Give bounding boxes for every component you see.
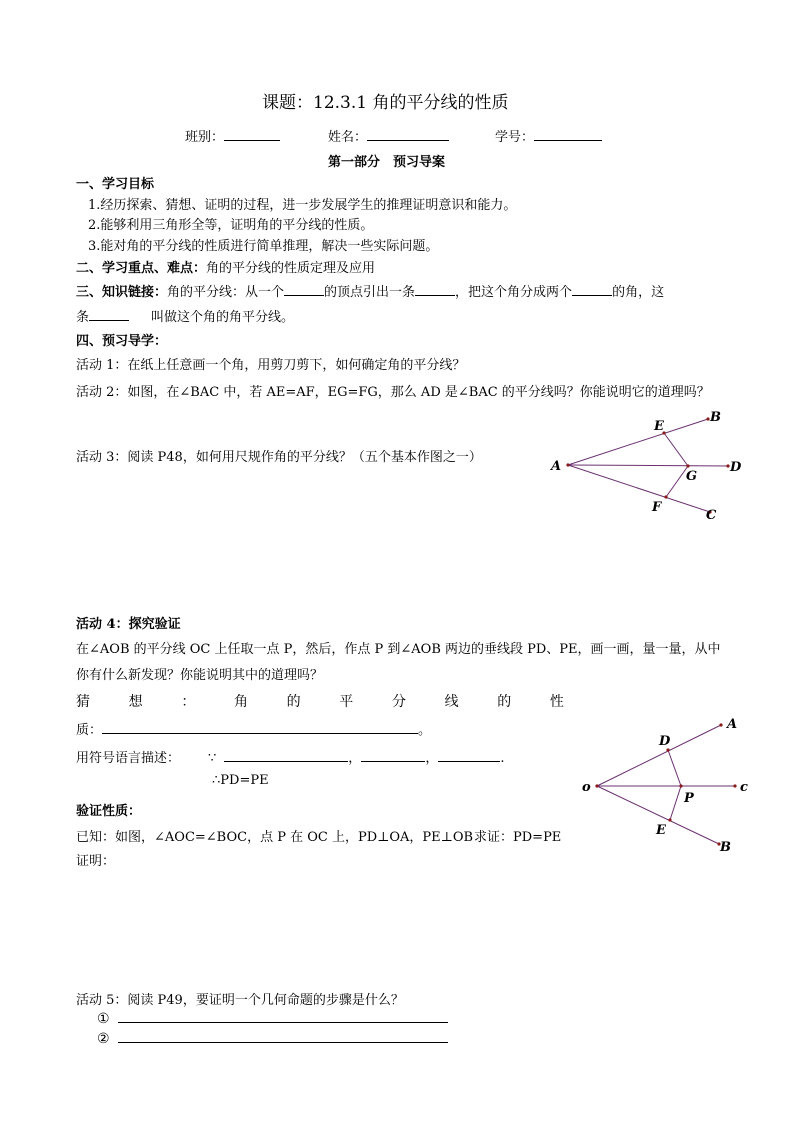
kl-text-5: 条 — [76, 310, 90, 325]
guess-char: 的 — [497, 694, 512, 710]
student-id-field — [495, 126, 602, 145]
kl-text-1: 角的平分线：从一个 — [167, 285, 285, 300]
guess-line-2 — [76, 719, 431, 738]
section3-heading: 三、知识链接： — [76, 285, 168, 300]
point-o — [595, 784, 598, 787]
student-id-label: 学号： — [495, 130, 535, 145]
class-blank[interactable] — [224, 128, 280, 141]
proof-label: 证明： — [76, 854, 116, 869]
comma: ， — [425, 751, 439, 766]
label-c: c — [740, 780, 748, 795]
kl-text-3: ，把这个角分成两个 — [455, 285, 573, 300]
condition-blank-3[interactable] — [438, 749, 500, 762]
guess-char: 想 — [128, 694, 143, 710]
point-g — [686, 464, 689, 467]
symbol-label: 用符号语言描述： — [76, 751, 181, 766]
given-statement: 已知：如图，∠AOC=∠BOC，点 P 在 OC 上，PD⊥OA，PE⊥OB — [76, 830, 474, 845]
name-field — [328, 126, 449, 145]
label-p: P — [684, 791, 694, 806]
step-1-number: ① — [97, 1011, 110, 1027]
step-1 — [97, 1010, 448, 1027]
section4-heading: 四、预习导学： — [76, 334, 168, 349]
figure-angle-bisector-bac — [540, 400, 740, 525]
step-2-blank[interactable] — [118, 1030, 448, 1043]
point-e — [668, 818, 671, 821]
label-a: A — [727, 717, 738, 732]
point-a — [719, 723, 722, 726]
label-b: B — [720, 840, 731, 855]
activity-5: 活动 5：阅读 P49，要证明一个几何命题的步骤是什么？ — [76, 993, 404, 1008]
name-label: 姓名： — [328, 130, 368, 145]
student-id-blank[interactable] — [534, 128, 602, 141]
step-1-blank[interactable] — [118, 1010, 448, 1023]
kl-blank-3[interactable] — [572, 283, 612, 296]
goal-item-2: 2.能够利用三角形全等，证明角的平分线的性质。 — [88, 218, 374, 233]
knowledge-link-line1 — [76, 281, 664, 300]
section1-heading: 一、学习目标 — [76, 177, 155, 192]
kl-text-6: 叫做这个角的角平分线。 — [151, 310, 295, 325]
activity-2: 活动 2：如图，在∠BAC 中，若 AE=AF，EG=FG，那么 AD 是∠BAC 的平分线吗？你能说明它的道理吗？ — [76, 385, 710, 400]
prove-statement: 求证：PD=PE — [474, 830, 562, 845]
guess-char: 角 — [233, 694, 248, 710]
condition-blank-1[interactable] — [224, 749, 348, 762]
activity-1: 活动 1：在纸上任意画一个角，用剪刀剪下，如何确定角的平分线？ — [76, 358, 466, 373]
class-label: 班别： — [185, 130, 225, 145]
part1-title: 第一部分 预习导案 — [328, 155, 446, 170]
page-title: 课题：12.3.1 角的平分线的性质 — [262, 93, 509, 113]
point-f — [664, 495, 667, 498]
kl-text-2: 的顶点引出一条 — [324, 285, 416, 300]
step-2 — [97, 1030, 448, 1047]
label-c: C — [706, 508, 717, 523]
point-c — [733, 784, 736, 787]
name-blank[interactable] — [367, 128, 449, 141]
period: . — [500, 751, 505, 766]
conclusion-pd-pe: ∴PD=PE — [212, 773, 269, 788]
activity-4-text-2: 你有什么新发现？你能说明其中的道理吗？ — [76, 668, 324, 683]
kl-blank-2[interactable] — [415, 283, 455, 296]
label-o: o — [582, 780, 591, 795]
activity-3: 活动 3：阅读 P48，如何用尺规作角的平分线？（五个基本作图之一） — [76, 450, 482, 465]
goal-item-1: 1.经历探索、猜想、证明的过程，进一步发展学生的推理证明意识和能力。 — [88, 198, 517, 213]
guess-end: 。 — [418, 723, 432, 738]
because-symbol: ∵ — [208, 751, 217, 766]
label-b: B — [710, 410, 721, 425]
guess-line-1 — [76, 691, 564, 711]
section2-text: 角的平分线的性质定理及应用 — [206, 261, 376, 276]
label-d: D — [659, 734, 671, 749]
label-d: D — [730, 460, 742, 475]
figure-angle-aob-bisector — [575, 708, 755, 858]
symbol-description — [76, 747, 504, 766]
label-e: E — [656, 823, 666, 838]
label-a: A — [551, 459, 562, 474]
step-2-number: ② — [97, 1031, 110, 1047]
guess-label: 质： — [76, 723, 103, 738]
guess-char: 猜 — [76, 694, 90, 710]
label-f: F — [652, 500, 662, 515]
comma: ， — [348, 751, 362, 766]
goal-item-3: 3.能对角的平分线的性质进行简单推理，解决一些实际问题。 — [88, 239, 439, 254]
verify-title: 验证性质： — [76, 804, 142, 819]
section2-heading: 二、学习重点、难点： — [76, 261, 207, 276]
knowledge-link-line2 — [76, 306, 294, 325]
point-a — [566, 463, 569, 466]
kl-blank-4[interactable] — [89, 308, 129, 321]
kl-text-4: 的角，这 — [612, 285, 665, 300]
activity-4-title: 活动 4：探究验证 — [76, 617, 181, 632]
section2 — [76, 257, 375, 276]
label-e: E — [654, 419, 664, 434]
guess-blank[interactable] — [102, 721, 418, 734]
guess-char: 性 — [549, 694, 564, 710]
guess-char: ： — [181, 694, 196, 710]
guess-char: 线 — [444, 694, 459, 710]
label-g: G — [686, 469, 698, 484]
guess-char: 的 — [286, 694, 301, 710]
condition-blank-2[interactable] — [361, 749, 425, 762]
guess-char: 分 — [391, 694, 406, 710]
activity-4-text-1: 在∠AOB 的平分线 OC 上任取一点 P，然后，作点 P 到∠AOB 两边的垂线段 PD、PE，画一画，量一量，从中 — [76, 642, 721, 657]
point-p — [679, 784, 682, 787]
kl-blank-1[interactable] — [284, 283, 324, 296]
guess-char: 平 — [339, 694, 354, 710]
class-field — [185, 126, 280, 145]
